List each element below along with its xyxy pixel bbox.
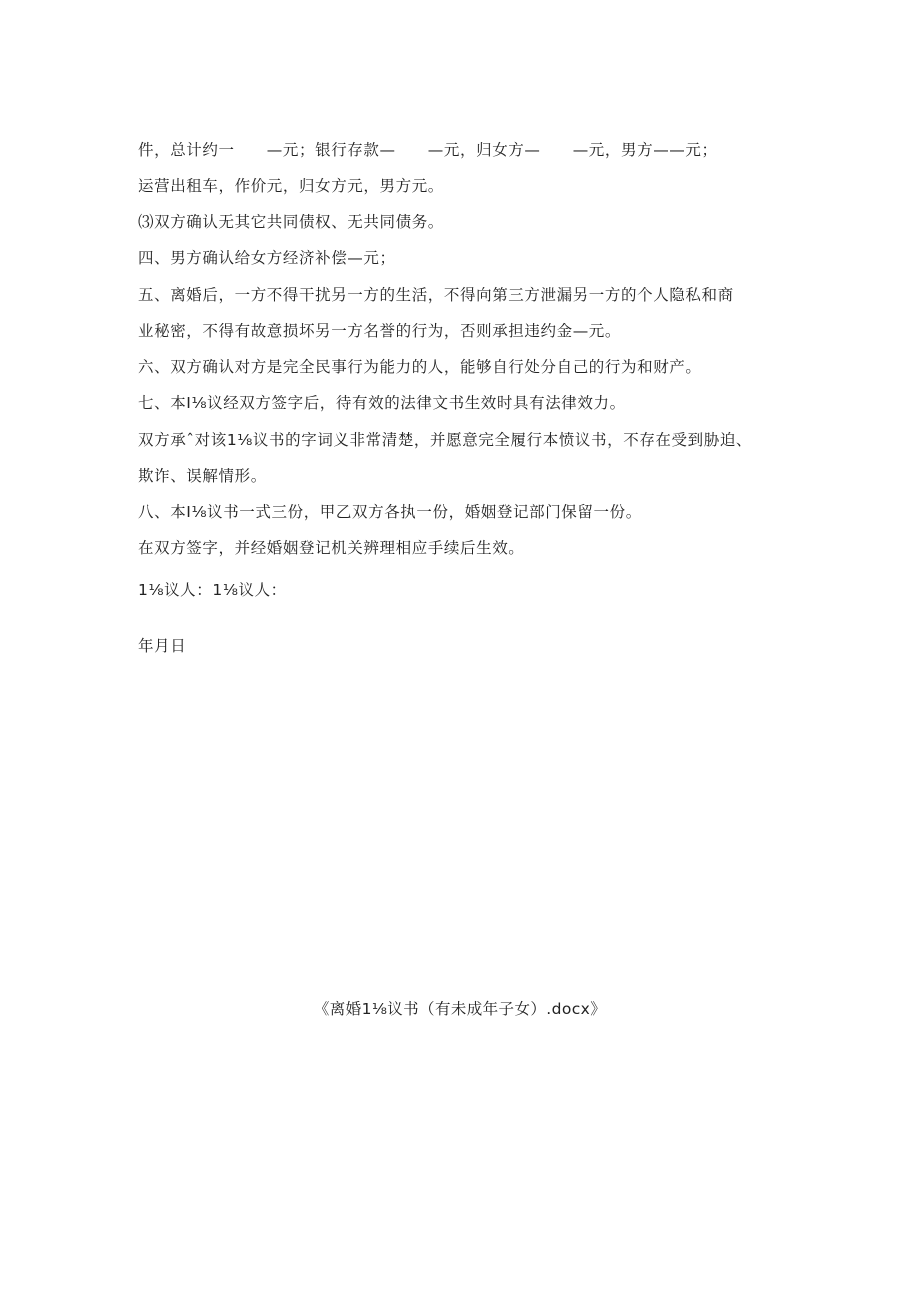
text-line: ⑶双方确认无其它共同债权、无共同债务。 — [138, 213, 444, 231]
date-line: 年月日 — [138, 637, 187, 655]
text-line: 七、本I⅛议经双方签字后，待有效的法律文书生效时具有法律效力。 — [138, 394, 626, 412]
text-line: 五、离婚后，一方不得干扰另一方的生活，不得向第三方泄漏另一方的个人隐私和商 — [138, 286, 734, 304]
text-line: 六、双方确认对方是完全民事行为能力的人，能够自行处分自己的行为和财产。 — [138, 358, 702, 376]
signature-line: 1⅛议人：1⅛议人： — [138, 581, 287, 599]
text-line: 件，总计约一 —元；银行存款— —元，归女方— —元，男方——元； — [138, 141, 718, 159]
document-filename-footer: 《离婚1⅛议书（有未成年子女）.docx》 — [313, 1000, 607, 1018]
text-line: 业秘密，不得有故意损坏另一方名誉的行为，否则承担违约金—元。 — [138, 322, 622, 340]
text-line: 欺诈、误解情形。 — [138, 467, 267, 485]
text-line: 双方承ˆ对该1⅛议书的字词义非常清楚，并愿意完全履行本愤议书，不存在受到胁迫、 — [138, 431, 753, 449]
text-line: 八、本I⅛议书一式三份，甲乙双方各执一份，婚姻登记部门保留一份。 — [138, 503, 642, 521]
text-line: 在双方签字，并经婚姻登记机关辨理相应手续后生效。 — [138, 539, 525, 557]
text-line: 四、男方确认给女方经济补偿—元； — [138, 249, 396, 267]
text-line: 运营出租车，作价元，归女方元，男方元。 — [138, 177, 444, 195]
